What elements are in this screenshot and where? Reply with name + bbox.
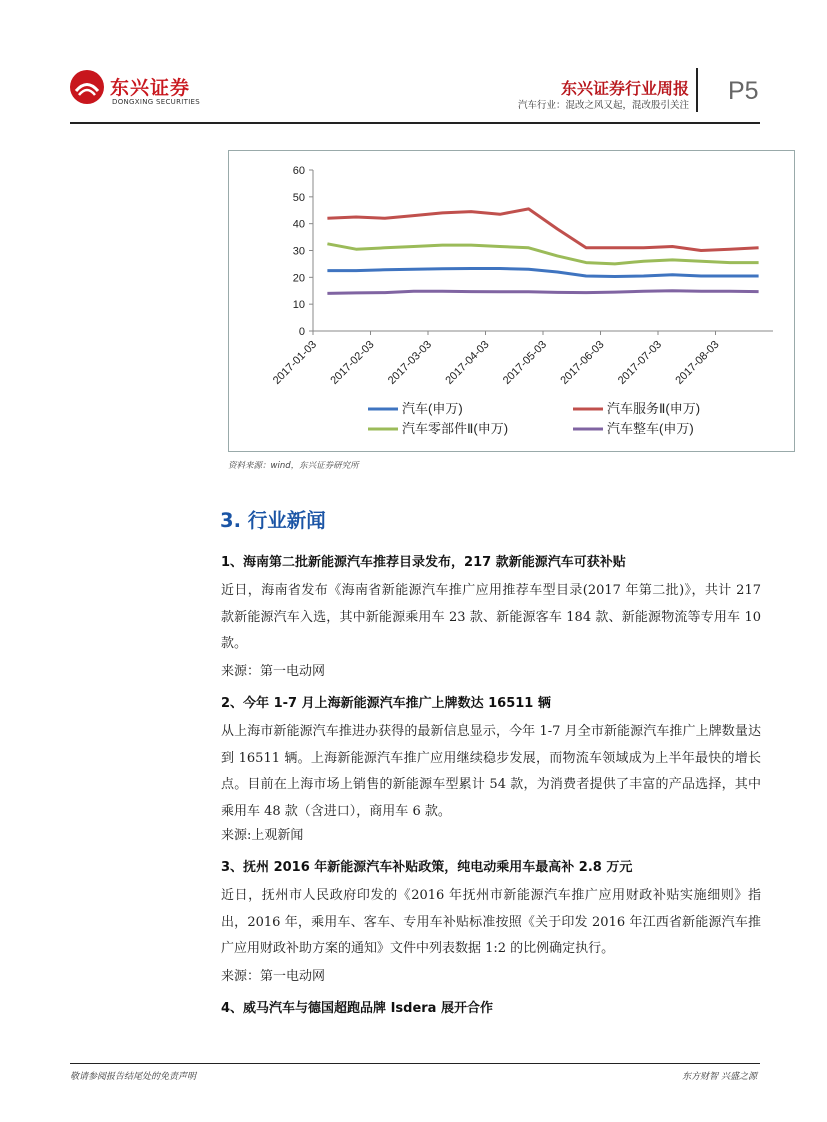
y-tick-label: 30 [292,245,305,258]
series-line-2 [327,209,758,251]
section-title: 3. 行业新闻 [220,509,326,532]
logo-text-en: DONGXING SECURITIES [112,98,201,106]
legend-label: 汽车服务Ⅱ(申万) [607,401,701,416]
news-body-2: 从上海市新能源汽车推进办获得的最新信息显示，今年 1-7 月全市新能源汽车推广上牌数量达到 16511 辆。上海新能源汽车推广应用继续稳步发展，而物流车领域成为上半年最快的增长点。目前在上海市场上销售的新能源车型累计 54 款，为消费者提供了丰富的产品选择，其中乘用车 48 款（含进口），商用车 6 款。 [221,724,761,819]
news-source-3: 来源：第一电动网 [221,969,326,984]
series-line-1 [327,269,758,277]
legend-label: 汽车零部件Ⅱ(申万) [402,421,509,436]
x-tick-label: 2017-02-03 [328,338,377,387]
x-tick-label: 2017-08-03 [673,338,722,387]
series-line-4 [327,291,758,294]
legend-label: 汽车整车(申万) [607,421,694,436]
news-heading-4: 4、威马汽车与德国超跑品牌 Isdera 展开合作 [221,1001,493,1016]
y-tick-label: 20 [292,272,305,285]
footer-slogan: 东方财智 兴盛之源 [682,1072,757,1082]
report-subtitle: 汽车行业：混改之风又起，混改股引关注 [517,100,689,111]
footer-disclaimer: 敬请参阅报告结尾处的免责声明 [70,1072,197,1082]
x-tick-label: 2017-01-03 [270,338,320,387]
x-tick-label: 2017-05-03 [500,338,550,387]
chart-source: 资料来源：wind，东兴证券研究所 [228,461,359,471]
x-tick-label: 2017-06-03 [558,338,607,387]
y-tick-label: 60 [292,165,305,177]
news-body-3: 近日，抚州市人民政府印发的《2016 年抚州市新能源汽车推广应用财政补贴实施细则》指出，2016 年，乘用车、客车、专用车补贴标准按照《关于印发 2016 年江西省新能源汽车推广应用财政补助方案的通知》文件中列表数据 1:2 的比例确定执行。 [221,888,761,956]
y-tick-label: 50 [292,191,305,204]
news-body-1: 近日，海南省发布《海南省新能源汽车推广应用推荐车型目录(2017 年第二批)》，共计 217 款新能源汽车入选，其中新能源乘用车 23 款、新能源客车 184 款、新能源物流等专用车 10 款。 [221,583,761,651]
news-heading-2: 2、今年 1-7 月上海新能源汽车推广上牌数达 16511 辆 [221,696,551,711]
header-divider [696,68,698,112]
news-source-2: 来源:上观新闻 [221,828,304,843]
y-tick-label: 40 [292,218,305,231]
logo-swirl-icon [70,70,104,104]
x-tick-label: 2017-04-03 [443,338,492,387]
y-tick-label: 0 [298,326,305,338]
y-tick-label: 10 [292,299,305,312]
report-title: 东兴证券行业周报 [560,79,689,98]
footer-rule [70,1063,760,1064]
line-chart [228,150,795,452]
news-source-1: 来源：第一电动网 [221,664,326,679]
logo-text-cn: 东兴证券 [110,77,191,99]
news-heading-1: 1、海南第二批新能源汽车推荐目录发布，217 款新能源汽车可获补贴 [221,555,626,570]
legend-label: 汽车(申万) [402,401,463,416]
page-number: P5 [728,77,759,105]
news-heading-3: 3、抚州 2016 年新能源汽车补贴政策，纯电动乘用车最高补 2.8 万元 [221,860,633,875]
header-rule [70,122,760,124]
series-line-3 [327,244,758,264]
logo-mark [70,70,104,104]
x-tick-label: 2017-07-03 [615,338,665,387]
x-tick-label: 2017-03-03 [385,338,435,387]
